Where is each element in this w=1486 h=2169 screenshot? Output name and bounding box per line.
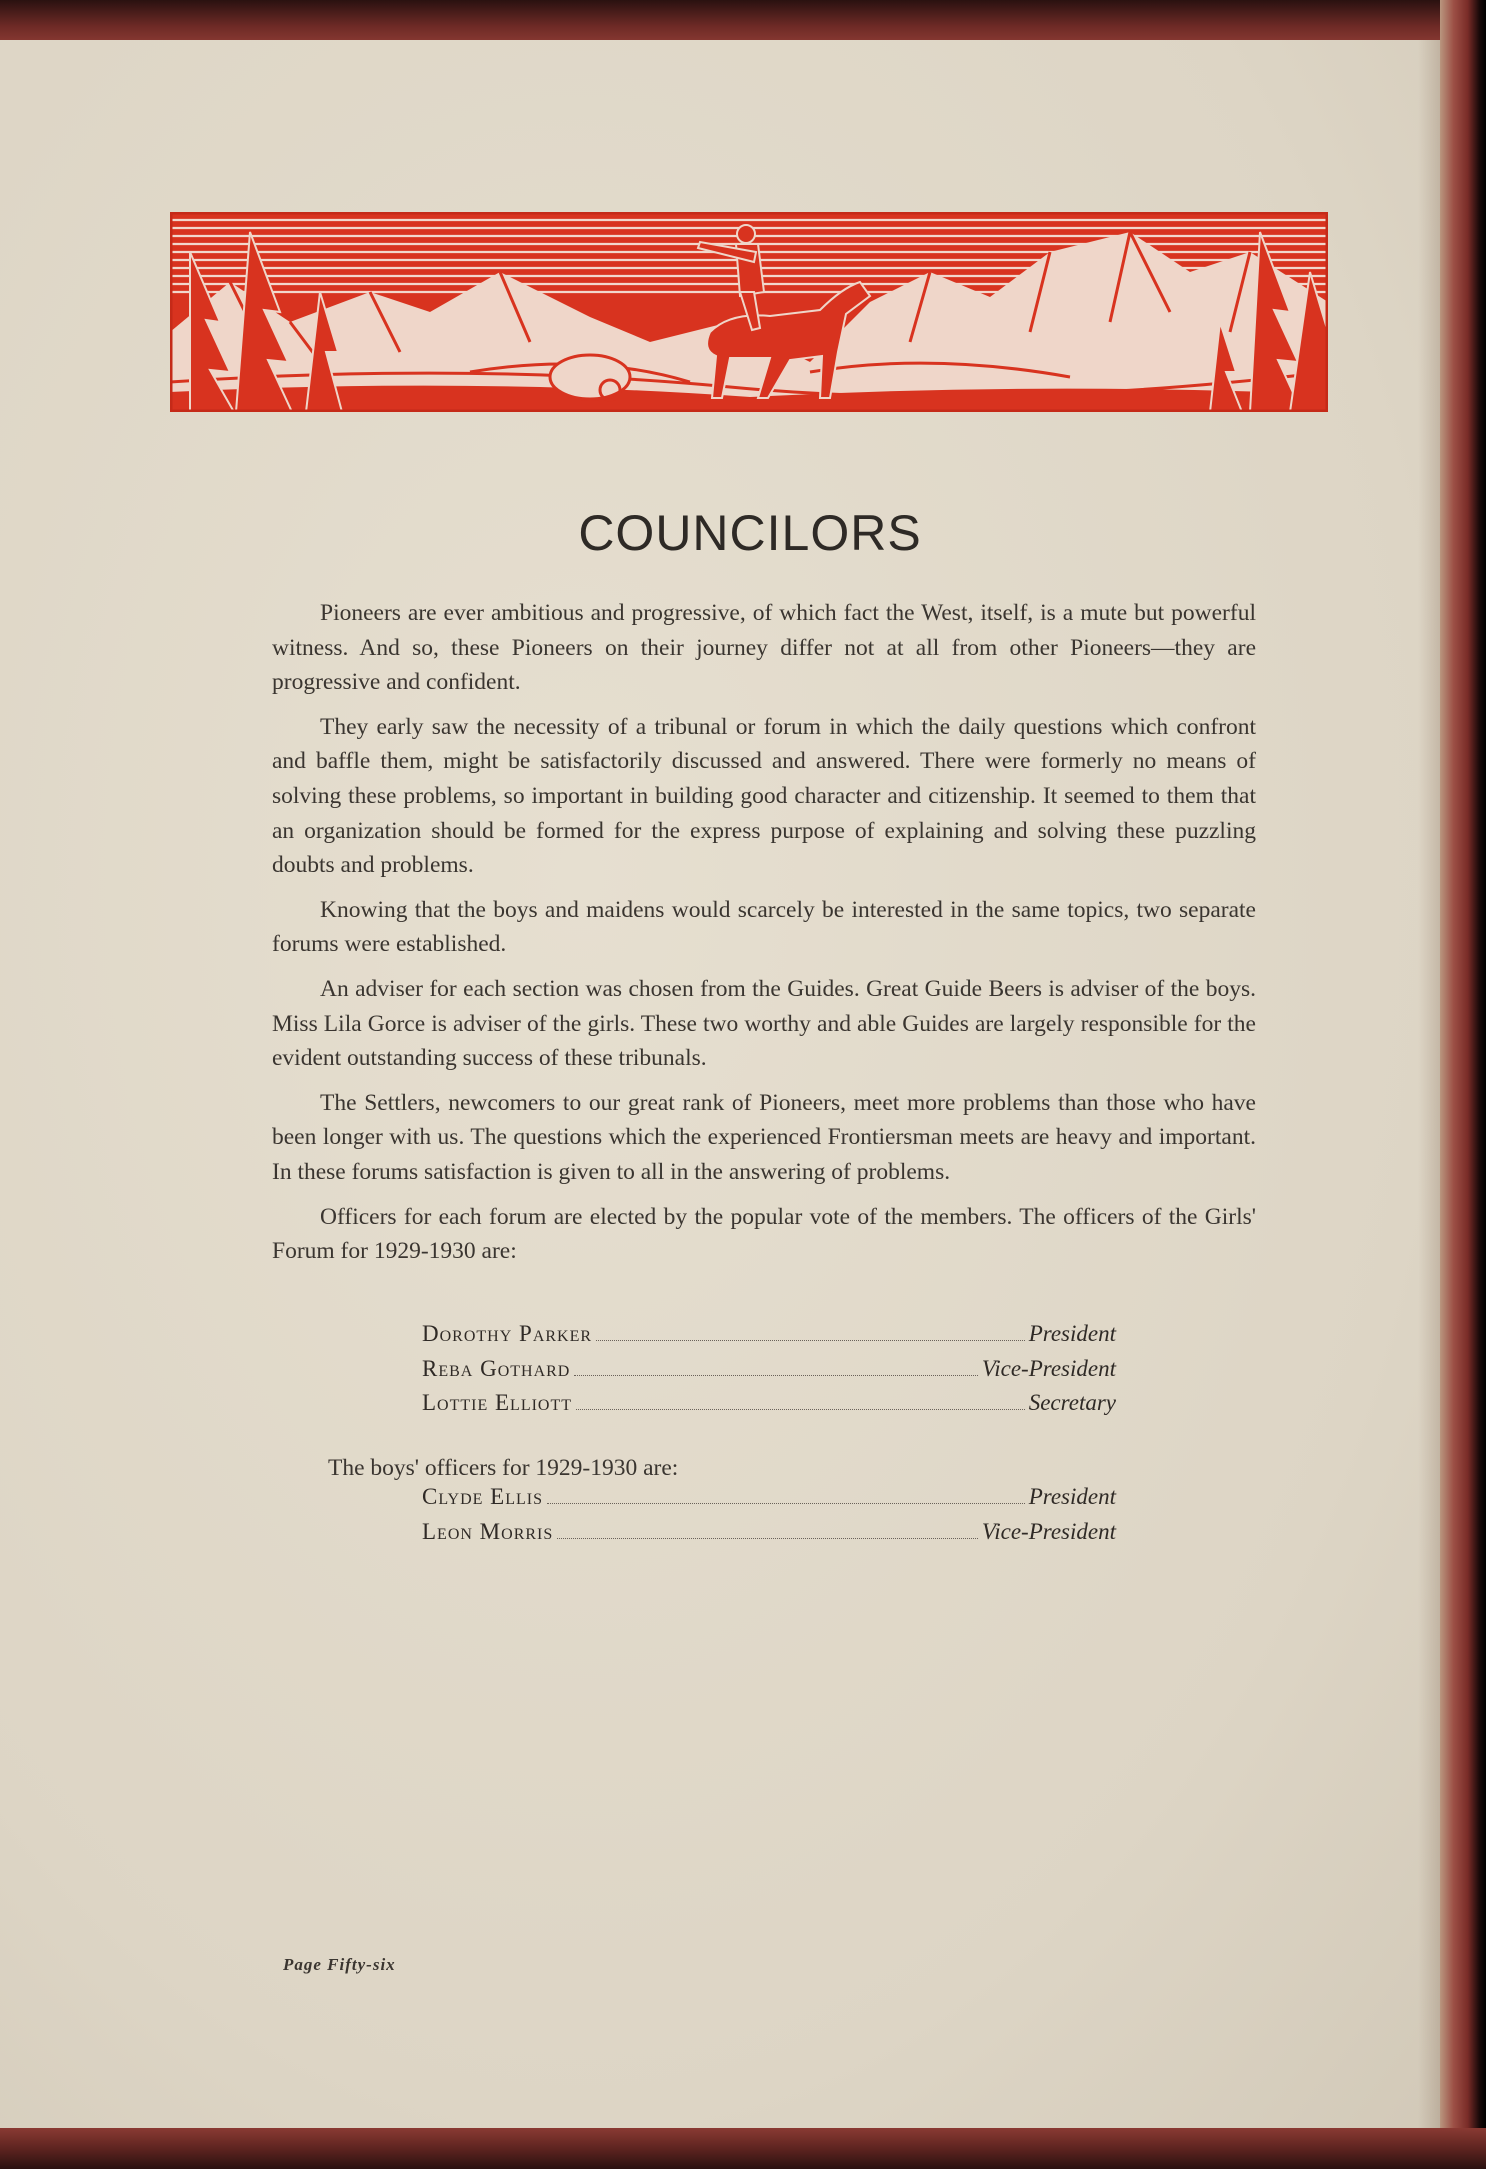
paragraph-tribunal: They early saw the necessity of a tribunal or forum in which the daily questions which confront and baffle them, might be satisfactorily discussed and answered. There were formerly no means of solving these problems, so important in building good character and citizenship. It seemed to them that an organization should be formed for the express purpose of explaining and solving these puzzling doubts and problems. (272, 713, 1256, 879)
officer-role: President (1028, 1484, 1116, 1509)
officer-row (422, 1390, 1116, 1425)
officer-row (422, 1321, 1116, 1356)
paragraph-officers: Officers for each forum are elected by the popular vote of the members. The officers of the Girls' Forum for 1929-1930 are: (272, 1203, 1256, 1265)
dot-leader (596, 1340, 1025, 1341)
article-body (272, 596, 1256, 1279)
officer-name: Dorothy Parker (422, 1321, 593, 1346)
paragraph-advisers: An adviser for each section was chosen from the Guides. Great Guide Beers is adviser of the boys. Miss Lila Gorce is adviser of the girls. These two worthy and able Guides are largely responsible for the evident outstanding success of these tribunals. (272, 975, 1256, 1072)
officer-role: President (1028, 1321, 1116, 1346)
page-number: Page Fifty-six (283, 1955, 396, 1974)
paragraph-intro: Pioneers are ever ambitious and progressive, of which fact the West, itself, is a mute but powerful witness. And so, these Pioneers on their journey differ not at all from other Pioneers—they are progressive and confident. (272, 600, 1256, 696)
page-title: COUNCILORS (578, 505, 922, 561)
officer-row (422, 1356, 1116, 1391)
officer-name: Leon Morris (422, 1518, 554, 1544)
dot-leader (576, 1409, 1025, 1410)
boys-officers-intro: The boys' officers for 1929-1930 are: (328, 1455, 679, 1481)
dot-leader (574, 1375, 978, 1376)
officer-name: Clyde Ellis (422, 1484, 543, 1509)
paragraph-settlers: The Settlers, newcomers to our great rank of Pioneers, meet more problems than those who have been longer with us. The questions which the experienced Frontiersman meets are heavy and important. In these forums satisfaction is given to all in the answering of problems. (272, 1089, 1256, 1185)
boys-officers-list (422, 1484, 1116, 1553)
book-cover-bottom-edge (0, 2128, 1486, 2169)
book-cover-top-edge (0, 0, 1486, 44)
dot-leader (547, 1503, 1025, 1504)
officer-name: Lottie Elliott (422, 1390, 573, 1415)
paragraph-forums: Knowing that the boys and maidens would scarcely be interested in the same topics, two separate forums were established. (272, 896, 1256, 958)
officer-name: Reba Gothard (422, 1355, 571, 1381)
officer-row (422, 1484, 1116, 1519)
officer-role: Secretary (1028, 1390, 1116, 1415)
girls-officers-list (422, 1321, 1116, 1425)
officer-role: Vice-President (981, 1518, 1116, 1544)
dot-leader (557, 1538, 978, 1539)
officer-role: Vice-President (981, 1355, 1116, 1381)
pioneer-rider-banner-illustration (170, 212, 1328, 412)
officer-row (422, 1519, 1116, 1554)
book-cover-right-edge (1440, 0, 1486, 2169)
